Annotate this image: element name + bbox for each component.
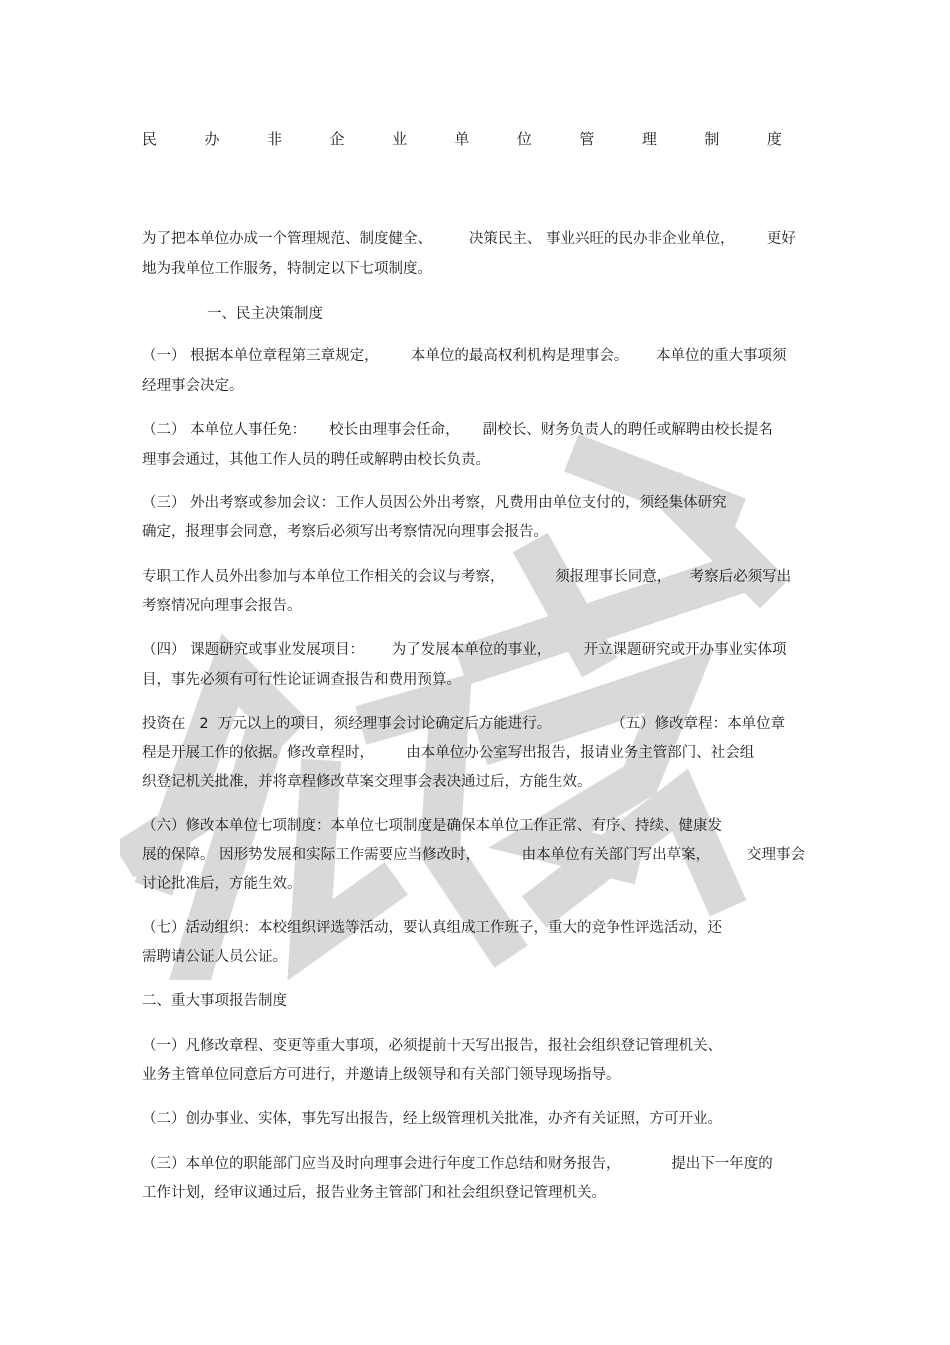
text-line: （六）修改本单位七项制度：本单位七项制度是确保本单位工作正常、有序、持续、健康发 <box>142 818 722 834</box>
text-line: 程是开展工作的依据。修改章程时， 由本单位办公室写出报告，报请业务主管部门、社会组 <box>142 745 755 761</box>
text-line: 理事会通过，其他工作人员的聘任或解聘由校长负责。 <box>142 452 490 468</box>
text-line: 织登记机关批准，并将章程修改草案交理事会表决通过后，方能生效。 <box>142 774 592 790</box>
text-line: 确定，报理事会同意，考察后必须写出考察情况向理事会报告。 <box>142 524 548 540</box>
section-heading: 二、重大事项报告制度 <box>142 993 287 1009</box>
text-line: 专职工作人员外出参加与本单位工作相关的会议与考察， 须报理事长同意， 考察后必须写出 <box>142 569 792 585</box>
text-line: （一）凡修改章程、变更等重大事项，必须提前十天写出报告，报社会组织登记管理机关、 <box>142 1038 722 1054</box>
title-char: 理 <box>641 130 657 148</box>
text-line: 工作计划，经审议通过后，报告业务主管部门和社会组织登记管理机关。 <box>142 1185 606 1201</box>
text-line: （七）活动组织：本校组织评选等活动，要认真组成工作班子，重大的竞争性评选活动，还 <box>142 920 722 936</box>
text-line: （一） 根据本单位章程第三章规定， 本单位的最高权利机构是理事会。 本单位的重大事项须 <box>142 348 787 364</box>
text-line: （二） 本单位人事任免： 校长由理事会任命， 副校长、财务负责人的聘任或解聘由校长提名 <box>142 422 773 438</box>
title-char: 管 <box>579 130 595 148</box>
title-char: 位 <box>516 130 532 148</box>
text-line: 投资在 2 万元以上的项目，须经理事会讨论确定后方能进行。 （五）修改章程：本单位章 <box>142 716 786 732</box>
document-title <box>142 128 782 149</box>
text-line: 考察情况向理事会报告。 <box>142 598 302 614</box>
text-line: （二）创办事业、实体，事先写出报告，经上级管理机关批准，办齐有关证照，方可开业。 <box>142 1111 722 1127</box>
title-char: 制 <box>704 130 720 148</box>
text-line: 目，事先必须有可行性论证调查报告和费用预算。 <box>142 672 461 688</box>
text-line: 经理事会决定。 <box>142 378 244 394</box>
text-line: 展的保障。 因形势发展和实际工作需要应当修改时， 由本单位有关部门写出草案， 交理事会 <box>142 847 805 863</box>
section-heading: 一、民主决策制度 <box>207 306 323 322</box>
text-line: （四） 课题研究或事业发展项目： 为了发展本单位的事业， 开立课题研究或开办事业实体项 <box>142 642 787 658</box>
text-line: 为了把本单位办成一个管理规范、制度健全、 决策民主、 事业兴旺的民办非企业单位， 更好 <box>142 231 796 247</box>
text-line: 业务主管单位同意后方可进行，并邀请上级领导和有关部门领导现场指导。 <box>142 1067 621 1083</box>
text-line: 需聘请公证人员公证。 <box>142 949 287 965</box>
title-char: 度 <box>766 130 782 148</box>
title-char: 业 <box>391 130 407 148</box>
title-char: 企 <box>329 130 345 148</box>
text-line: 地为我单位工作服务，特制定以下七项制度。 <box>142 261 432 277</box>
text-line: （三） 外出考察或参加会议：工作人员因公外出考察，凡费用由单位支付的，须经集体研究 <box>142 495 727 511</box>
text-line: （三）本单位的职能部门应当及时向理事会进行年度工作总结和财务报告， 提出下一年度的 <box>142 1156 773 1172</box>
title-char: 办 <box>204 130 220 148</box>
title-char: 非 <box>266 130 282 148</box>
text-line: 讨论批准后，方能生效。 <box>142 876 302 892</box>
title-char: 单 <box>454 130 470 148</box>
title-char: 民 <box>142 130 158 148</box>
